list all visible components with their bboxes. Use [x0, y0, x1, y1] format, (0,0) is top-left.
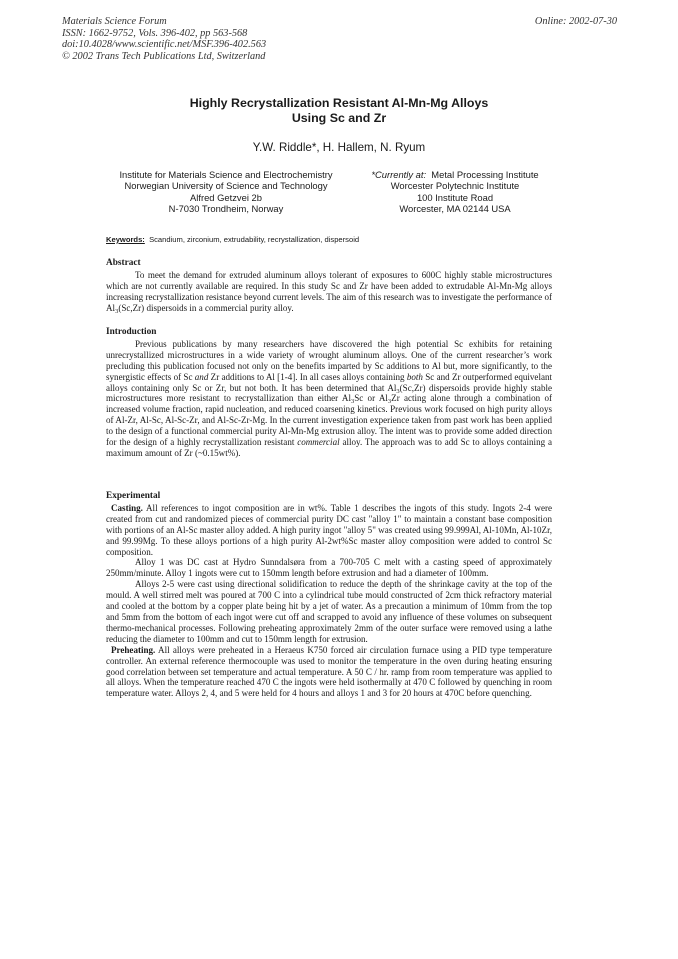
casting-paragraph-3: Alloys 2-5 were cast using directional solidification to reduce the depth of the shrinkage cavity at the top of the mould. A well stirred melt was poured at 700 C into a cylindrical tube mould constructed of 2cm thick refractory material and cooled at the bottom by a copper plate being hit by a jet of water. As a precaution a minimum of 10mm from the top and 5mm from the bottom of each ingot were cut off and scrapped to avoid any influence of these volumes on subsequent thermo-mechanical processes. Following preheating approximately 2mm of the outer surface were removed using a lathe reducing the diameter to 100mm and cut to 150mm length for extrusion. — [106, 579, 552, 644]
introduction-heading: Introduction — [106, 327, 157, 337]
casting-paragraph: Casting. All references to ingot composition are in wt%. Table 1 describes the ingots of this study. Ingots 2-4 were created from cut and randomized pieces of commercial purity DC cast "alloy 1" to maintain a constant base composition with portions of an Al-Sc master alloy added. A high purity ingot "alloy 5" was created using 99.999Al, Al-10Mn, Al-10Zr, and 99.99Mg. To these alloys portions of a high purity Al-2wt%Sc master alloy composition were added to control Sc composition. — [106, 502, 552, 557]
affiliation-line: 100 Institute Road — [416, 191, 494, 203]
affiliation-line: Worcester Polytechnic Institute — [390, 180, 520, 192]
paper-title — [0, 96, 678, 125]
introduction-section — [106, 327, 552, 459]
affiliation-line: Institute for Materials Science and Electrochemistry — [119, 169, 333, 180]
introduction-paragraph: Previous publications by many researchers have discovered the high potential Sc exhibits for retaining unrecrystallized microstructures in a wide variety of wrought aluminum alloys. One of the current researcher’s work precluding this publication focused not only on the benefits imparted by Sc additions to Al but, more significantly, to the synergistic effects of Sc and Zr additions to Al [1-4]. In all cases alloys containing both Sc and Zr outperformed equivelant alloys containing only Sc or Zr, but not both. It has been determined that $Al_3(Sc,Zr)$ dispersoids provide highly stable microstructures more resistant to recrystallization than either $Al_3Sc$ or $Al_3Zr$ acting alone through a combination of increased volume fraction, rapid nucleation, and reduced coarsening kinetics. Previous work focused on high purity alloys of Al-Zr, Al-Sc, Al-Sc-Zr, and Al-Sc-Zr-Mg. In the current investigation experience taken from past work has been applied to the design of a functional commercial purity Al-Mn-Mg extrusion alloy. The intent was to provide some added direction for the design of a highly recrystallization resistant commercial alloy. The approach was to add Sc to alloys containing a maximum amount of Zr (~0.15wt%). — [106, 338, 553, 458]
abstract-heading: Abstract — [106, 258, 141, 268]
casting-paragraph-2: Alloy 1 was DC cast at Hydro Sunndalsøra from a 700-705 C melt with a casting speed of approximately 250mm/minute. Alloy 1 ingots were cut to 150mm length before extrusion and had a diameter of 100mm. — [106, 557, 552, 579]
affiliation-line: Alfred Getzvei 2b — [190, 191, 262, 203]
title-line-2: Using Sc and Zr — [291, 110, 387, 125]
journal-info — [62, 16, 617, 62]
copyright-line: © 2002 Trans Tech Publications Ltd, Switzerland — [62, 50, 266, 62]
affiliation-line: N-7030 Trondheim, Norway — [168, 203, 284, 215]
abstract-section — [106, 258, 552, 314]
preheating-paragraph: Preheating. All alloys were preheated in a Heraeus K750 forced air circulation furnace using a PID type temperature controller. An external reference thermocouple was used to monitor the temperature in the oven during heating ensuring good correlation between set temperature and actual temperature. A 50 C / hr. ramp from room temperature was applied to all alloys. When the temperature reached 470 C the ingots were held isothermally at 470 C followed by quenching in room temperature water. Alloys 2, 4, and 5 were held for 4 hours and alloys 1 and 3 for 20 hours at 470C before quenching. — [106, 644, 552, 699]
affiliation-primary — [106, 169, 346, 215]
experimental-heading: Experimental — [106, 491, 161, 501]
abstract-paragraph: To meet the demand for extruded aluminum alloys tolerant of exposures to 600C highly stable microstructures which are not currently available are required. In this study Sc and Zr have been added to extrudable Al-Mn-Mg alloys increasing recrystallization resistance beyond current levels. The aim of this research was to investigate the performance of $Al_3(Sc,Zr)$ dispersoids in a commercial purity alloy. — [106, 269, 552, 315]
current-institution: Metal Processing Institute — [431, 169, 539, 180]
affiliation-line: Worcester, MA 02144 USA — [399, 203, 511, 215]
keywords-text: Scandium, zirconium, extrudability, recrystallization, dispersoid — [149, 235, 360, 244]
current-affiliation-label: *Currently at: — [371, 169, 427, 180]
keywords — [106, 235, 566, 244]
affiliation-line: Norwegian University of Science and Technology — [124, 180, 328, 192]
author-list: Y.W. Riddle*, H. Hallem, N. Ryum — [252, 141, 426, 154]
doi-line[interactable]: doi:10.4028/www.scientific.net/MSF.396-402.563 — [62, 39, 267, 51]
issn-line: ISSN: 1662-9752, Vols. 396-402, pp 563-568 — [62, 27, 248, 39]
casting-subheading: Casting. — [111, 502, 143, 513]
affiliation-line — [360, 169, 550, 180]
keywords-label: Keywords: — [106, 235, 145, 244]
preheating-subheading: Preheating. — [111, 644, 156, 655]
title-line-1: Highly Recrystallization Resistant Al-Mn-Mg Alloys — [189, 96, 489, 110]
journal-header — [62, 16, 617, 62]
affiliation-current — [360, 169, 550, 215]
experimental-section — [106, 491, 552, 699]
journal-name: Materials Science Forum — [62, 16, 167, 27]
online-date: Online: 2002-07-30 — [534, 16, 617, 27]
